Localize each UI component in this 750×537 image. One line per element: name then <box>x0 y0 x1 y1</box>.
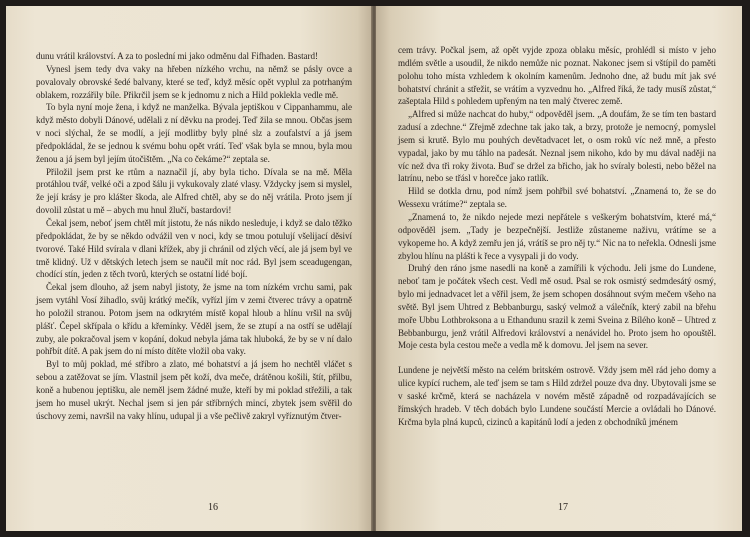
paragraph: Byl to můj poklad, mé stříbro a zlato, mé bohatství a já jsem ho nechtěl vláčet s sebou a zatěžovat se jím. Vlastnil jsem pět koží, dva meče, drátěnou košili, štít, přilbu, koně a hubenou jeptišku, ale neměl jsem žádné muže, kteří by mi poklad střežili, a tak jsem ho musel ukrýt. Nechal jsem si jen pár stříbrných mincí, zbytek jsem svěřil do úschovy zemi, navršil na vaky hlínu, udupal ji a vše pečlivě zakryl vyříznutým čtver- <box>36 359 352 421</box>
paragraph: Vynesl jsem tedy dva vaky na hřeben nízkého vrchu, na němž se pásly ovce a povalovaly obrovské šedé balvany, které se teď, když měsíc opět vyplul za potrhaným oblakem, rozzářily bíle. Přikrčil jsem se k jednomu z nich a Hild poklekla vedle mě. <box>36 63 352 100</box>
paragraph: cem trávy. Počkal jsem, až opět vyjde zpoza oblaku měsíc, prohlédl si místo v jeho mdlém světle a usoudil, že nikdo nemůže nic poznat. Nakonec jsem si vštípil do paměti polohu toho místa vzhledem k okolním kamenům. Jednoho dne, až budu mít jak své bohatství chránit a střežit, se vrátím a vyzvednu ho. „Alfred říká, že tady musíš zůstat,“ zašeptala Hild s pohledem upřeným na ten malý čtverec země. <box>398 45 716 107</box>
paragraph: Čekal jsem dlouho, až jsem nabyl jistoty, že jsme na tom nízkém vrchu sami, pak jsem vytáhl Vosí žihadlo, svůj krátký mečík, vyřízl jím v zemi čtverec trávy a opatrně ho položil stranou. Potom jsem na odkrytém místě kopal hloub a hlínu vršil na svůj plášť. Čepel skřípala o křídu a křemínky. Věděl jsem, že se ztupí a na ostří se udělají zuby, ale pokračoval jsem v kopání, dokud nebyla jáma tak hluboká, že by se v ní dalo pohřbít dítě. A pak jsem do ní místo dítěte vložil oba vaky. <box>36 282 352 357</box>
paragraph: „Znamená to, že nikdo nejede mezi nepřátele s veškerým bohatstvím, které má,“ odpověděl jsem. „Tady je bezpečnější. Jestliže zůstaneme naživu, vrátíme se a vykopeme ho. A když zemřu jen já, vrátíš se pro něj ty.“ Nic na to neřekla. Odnesli jsme zbylou hlínu na plášti k řece a vysypali ji do vody. <box>398 211 716 261</box>
paragraph: To byla nyní moje žena, i když ne manželka. Bývala jeptiškou v Cippanhammu, ale když město dobyli Dánové, udělali z ní děvku na prodej. Teď žila se mnou. Občas jsem v noci slýchal, že se modlí, a její modlitby byly plné slz a zoufalství a já jsem předpokládal, že se jednou k svému bohu opět vrátí. Teď však byla se mnou, byla mou ženou a já jsem byl jejím útočištěm. „Na co čekáme?“ zeptala se. <box>36 102 352 164</box>
paragraph: „Alfred si může nachcat do huby,“ odpověděl jsem. „A doufám, že se tím ten bastard zadusí a zdechne.“ Zřejmě zdechne tak jako tak, a brzy, protože je nemocný, pomyslel jsem si krutě. Bylo mu pouhých devětadvacet let, o osm roků víc než mně, a přesto vypadal, jako by mu táhlo na padesát. Neznal jsem nikoho, kdo by mu dával naději na víc než dva tři roky života. Buď se držel za břicho, jak ho svíraly bolesti, nebo běžel na latrínu, nebo se třásl v horečce jako ratlík. <box>398 109 716 184</box>
paragraph: dunu vrátil království. A za to poslední mi jako odměnu dal Fifhaden. Bastard! <box>36 51 318 61</box>
right-page <box>376 6 742 531</box>
paragraph: Hild se dotkla drnu, pod nímž jsem pohřbil své bohatství. „Znamená to, že se do Wessexu vrátíme?“ zeptala se. <box>398 186 716 210</box>
paragraph: Čekal jsem, neboť jsem chtěl mít jistotu, že nás nikdo nesleduje, i když se dalo těžko předpokládat, že by se někdo odvážil ven v noci, kdy se tmou potulují všelijací děsiví tvorové. Také Hild svírala v dlani křížek, aby ji chránil od zlých věcí, ale já jsem byl ve tmě klidný. Už v dětských letech jsem se naučil mít noc rád. Byl jsem sceadugengan, chodící stín, jeden z těch tvorů, kterých se ostatní lidé bojí. <box>36 217 352 280</box>
paragraph: Druhý den ráno jsme nasedli na koně a zamířili k východu. Jeli jsme do Lundene, neboť tam je počátek všech cest. Vedl mě osud. Psal se rok osmistý sedmdesátý osmý, bylo mi jednadvacet let a věřil jsem, že jsem schopen dosáhnout svým mečem všeho na světě. Byl jsem Uhtred z Bebbanburgu, saský velmož a válečník, který zabil na břehu moře Ubbu Lothbroksona a u Ethandunu srazil k zemi Sveina z Bílého koně – Uhtred z Bebbanburgu, jenž vrátil Alfredovi království a nenávidel ho. Proto jsem ho opouštěl. Moje cesta byla cestou meče a vedla mě k domovu. Jel jsem na sever. <box>398 263 716 351</box>
left-page-text <box>36 50 352 422</box>
page-number: 16 <box>208 502 218 513</box>
right-page-text <box>398 44 716 428</box>
page-number: 17 <box>558 502 568 513</box>
paragraph: Lundene je největší město na celém britském ostrově. Vždy jsem měl rád jeho domy a ulice kypící ruchem, ale teď jsem se tam s Hild zdržel pouze dva dny. Ubytovali jsme se v saské krčmě, která se nacházela v novém městě západně od rozpadávajících se římských hradeb. V těch dobách bylo Lundene součástí Mercie a ovládali ho Dánové. Krčma byla plná kupců, cizinců a kapitánů lodí a jeden z obchodníků jménem <box>398 365 716 427</box>
paragraph: Přiložil jsem prst ke rtům a naznačil jí, aby byla ticho. Dívala se na mě. Měla protáhlou tvář, velké oči a zpod šálu ji vykukovaly zlaté vlasy. Vždycky jsem si myslel, že její krásy je pro klášter škoda, ale Alfred chtěl, aby se do něj vrátila. Proto jsem jí dovolil zůstat u mě – abych mu hnul žlučí, bastardovi! <box>36 166 352 216</box>
left-page <box>6 6 372 531</box>
